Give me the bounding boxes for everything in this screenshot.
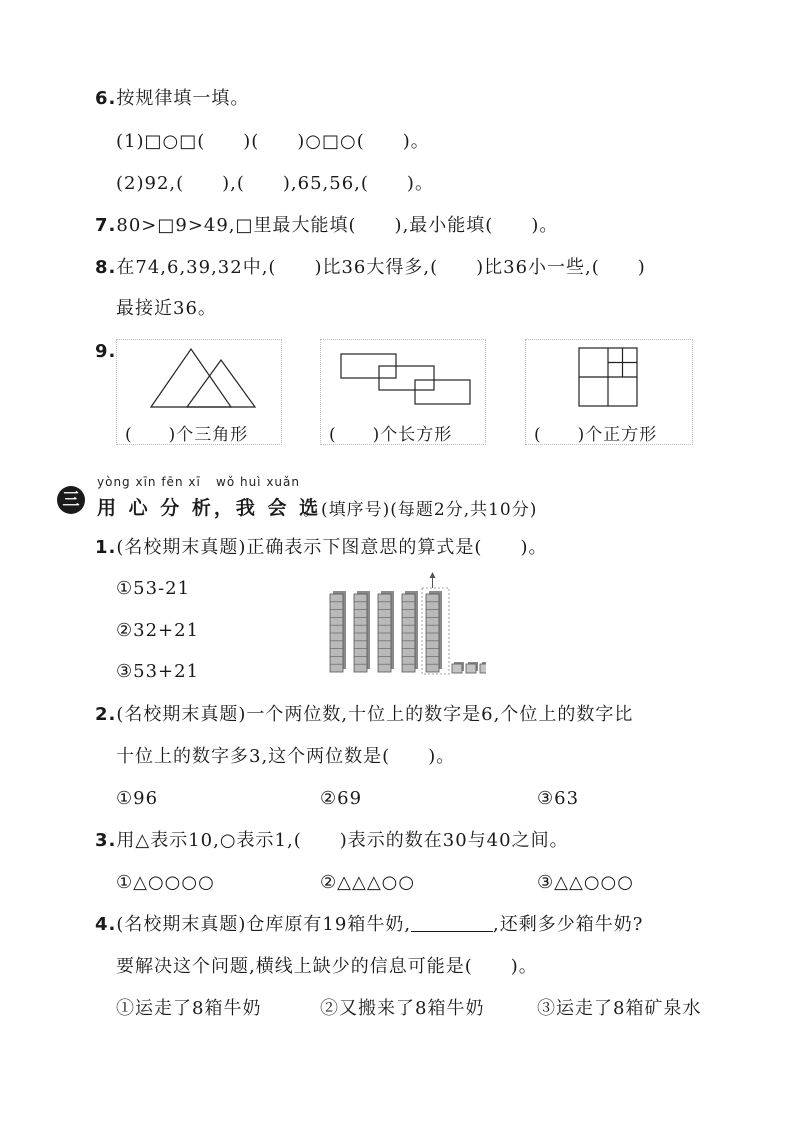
question-6 — [95, 88, 249, 110]
unit-cube — [466, 664, 476, 673]
question-text: 用△表示10,○表示1,( )表示的数在30与40之间。 — [116, 830, 569, 851]
question-number: 2. — [95, 704, 117, 725]
triangles-caption: ( )个三角形 — [125, 425, 249, 445]
option-3[interactable]: ③53+21 — [116, 661, 200, 682]
question-8-line-2: 最接近36。 — [116, 298, 217, 319]
question-7 — [95, 215, 558, 237]
rectangles-caption: ( )个长方形 — [329, 425, 453, 445]
section-note: 。(填序号)(每题2分,共10分) — [303, 500, 538, 520]
question-8 — [95, 257, 646, 279]
up-arrow-head-icon — [430, 572, 436, 578]
unit-cube — [452, 664, 462, 673]
option-3[interactable]: ③△△○○○ — [537, 872, 634, 893]
question-text: 80>□9>49,□里最大能填( ),最小能填( )。 — [116, 215, 559, 236]
question-text-line-2: 要解决这个问题,横线上缺少的信息可能是( )。 — [116, 956, 538, 977]
option-3[interactable]: ③运走了8箱矿泉水 — [537, 998, 702, 1019]
question-text: 在74,6,39,32中,( )比36大得多,( )比36小一些,( ) — [116, 257, 646, 278]
choice-question-4 — [95, 914, 643, 936]
question-text-after-blank: ,还剩多少箱牛奶? — [493, 914, 644, 935]
rectangle-3 — [415, 380, 470, 404]
question-text-line-2: 十位上的数字多3,这个两位数是( )。 — [116, 746, 456, 767]
pinyin-left: yòng xīn fēn xī — [97, 475, 201, 489]
pinyin-right: wǒ huì xuǎn — [216, 475, 300, 489]
base-ten-blocks-figure — [326, 570, 486, 680]
triangle-right — [187, 360, 255, 407]
rectangles-panel — [320, 339, 486, 445]
question-number: 4. — [95, 914, 117, 935]
question-number: 9. — [95, 341, 117, 362]
option-2[interactable]: ②69 — [320, 788, 363, 809]
question-text: (名校期末真题)一个两位数,十位上的数字是6,个位上的数字比 — [116, 704, 634, 725]
triangles-panel — [116, 339, 282, 445]
triangle-left — [151, 349, 231, 407]
choice-question-1 — [95, 537, 547, 559]
option-1[interactable]: ①53-21 — [116, 578, 191, 599]
squares-panel — [525, 339, 693, 445]
section-title: 用 心 分 析，我 会 选 — [97, 497, 322, 519]
question-text: (名校期末真题)正确表示下图意思的算式是( )。 — [116, 537, 548, 558]
option-1[interactable]: ①96 — [116, 788, 159, 809]
question-text: (名校期末真题)仓库原有19箱牛奶, — [116, 914, 412, 935]
unit-cube — [480, 664, 486, 673]
question-9 — [95, 341, 116, 363]
squares-caption: ( )个正方形 — [534, 425, 658, 445]
option-2[interactable]: ②32+21 — [116, 620, 200, 641]
choice-question-3 — [95, 830, 569, 852]
question-number: 8. — [95, 257, 117, 278]
question-prompt: 按规律填一填。 — [116, 88, 250, 109]
question-6-line-1: (1)□○□( )( )○□○( )。 — [116, 131, 430, 152]
choice-question-2 — [95, 704, 633, 726]
answer-blank-line[interactable] — [411, 915, 493, 932]
question-number: 3. — [95, 830, 117, 851]
section-badge: 三 — [57, 486, 85, 514]
option-2[interactable]: ②又搬来了8箱牛奶 — [320, 998, 485, 1019]
option-1[interactable]: ①运走了8箱牛奶 — [116, 998, 262, 1019]
question-number: 1. — [95, 537, 117, 558]
option-3[interactable]: ③63 — [537, 788, 580, 809]
triangles-figure — [117, 340, 281, 418]
question-6-line-2: (2)92,( ),( ),65,56,( )。 — [116, 173, 434, 194]
option-1[interactable]: ①△○○○○ — [116, 872, 215, 893]
squares-figure — [526, 340, 692, 418]
question-number: 6. — [95, 88, 117, 109]
rectangles-figure — [321, 340, 485, 418]
question-number: 7. — [95, 215, 117, 236]
option-2[interactable]: ②△△△○○ — [320, 872, 416, 893]
